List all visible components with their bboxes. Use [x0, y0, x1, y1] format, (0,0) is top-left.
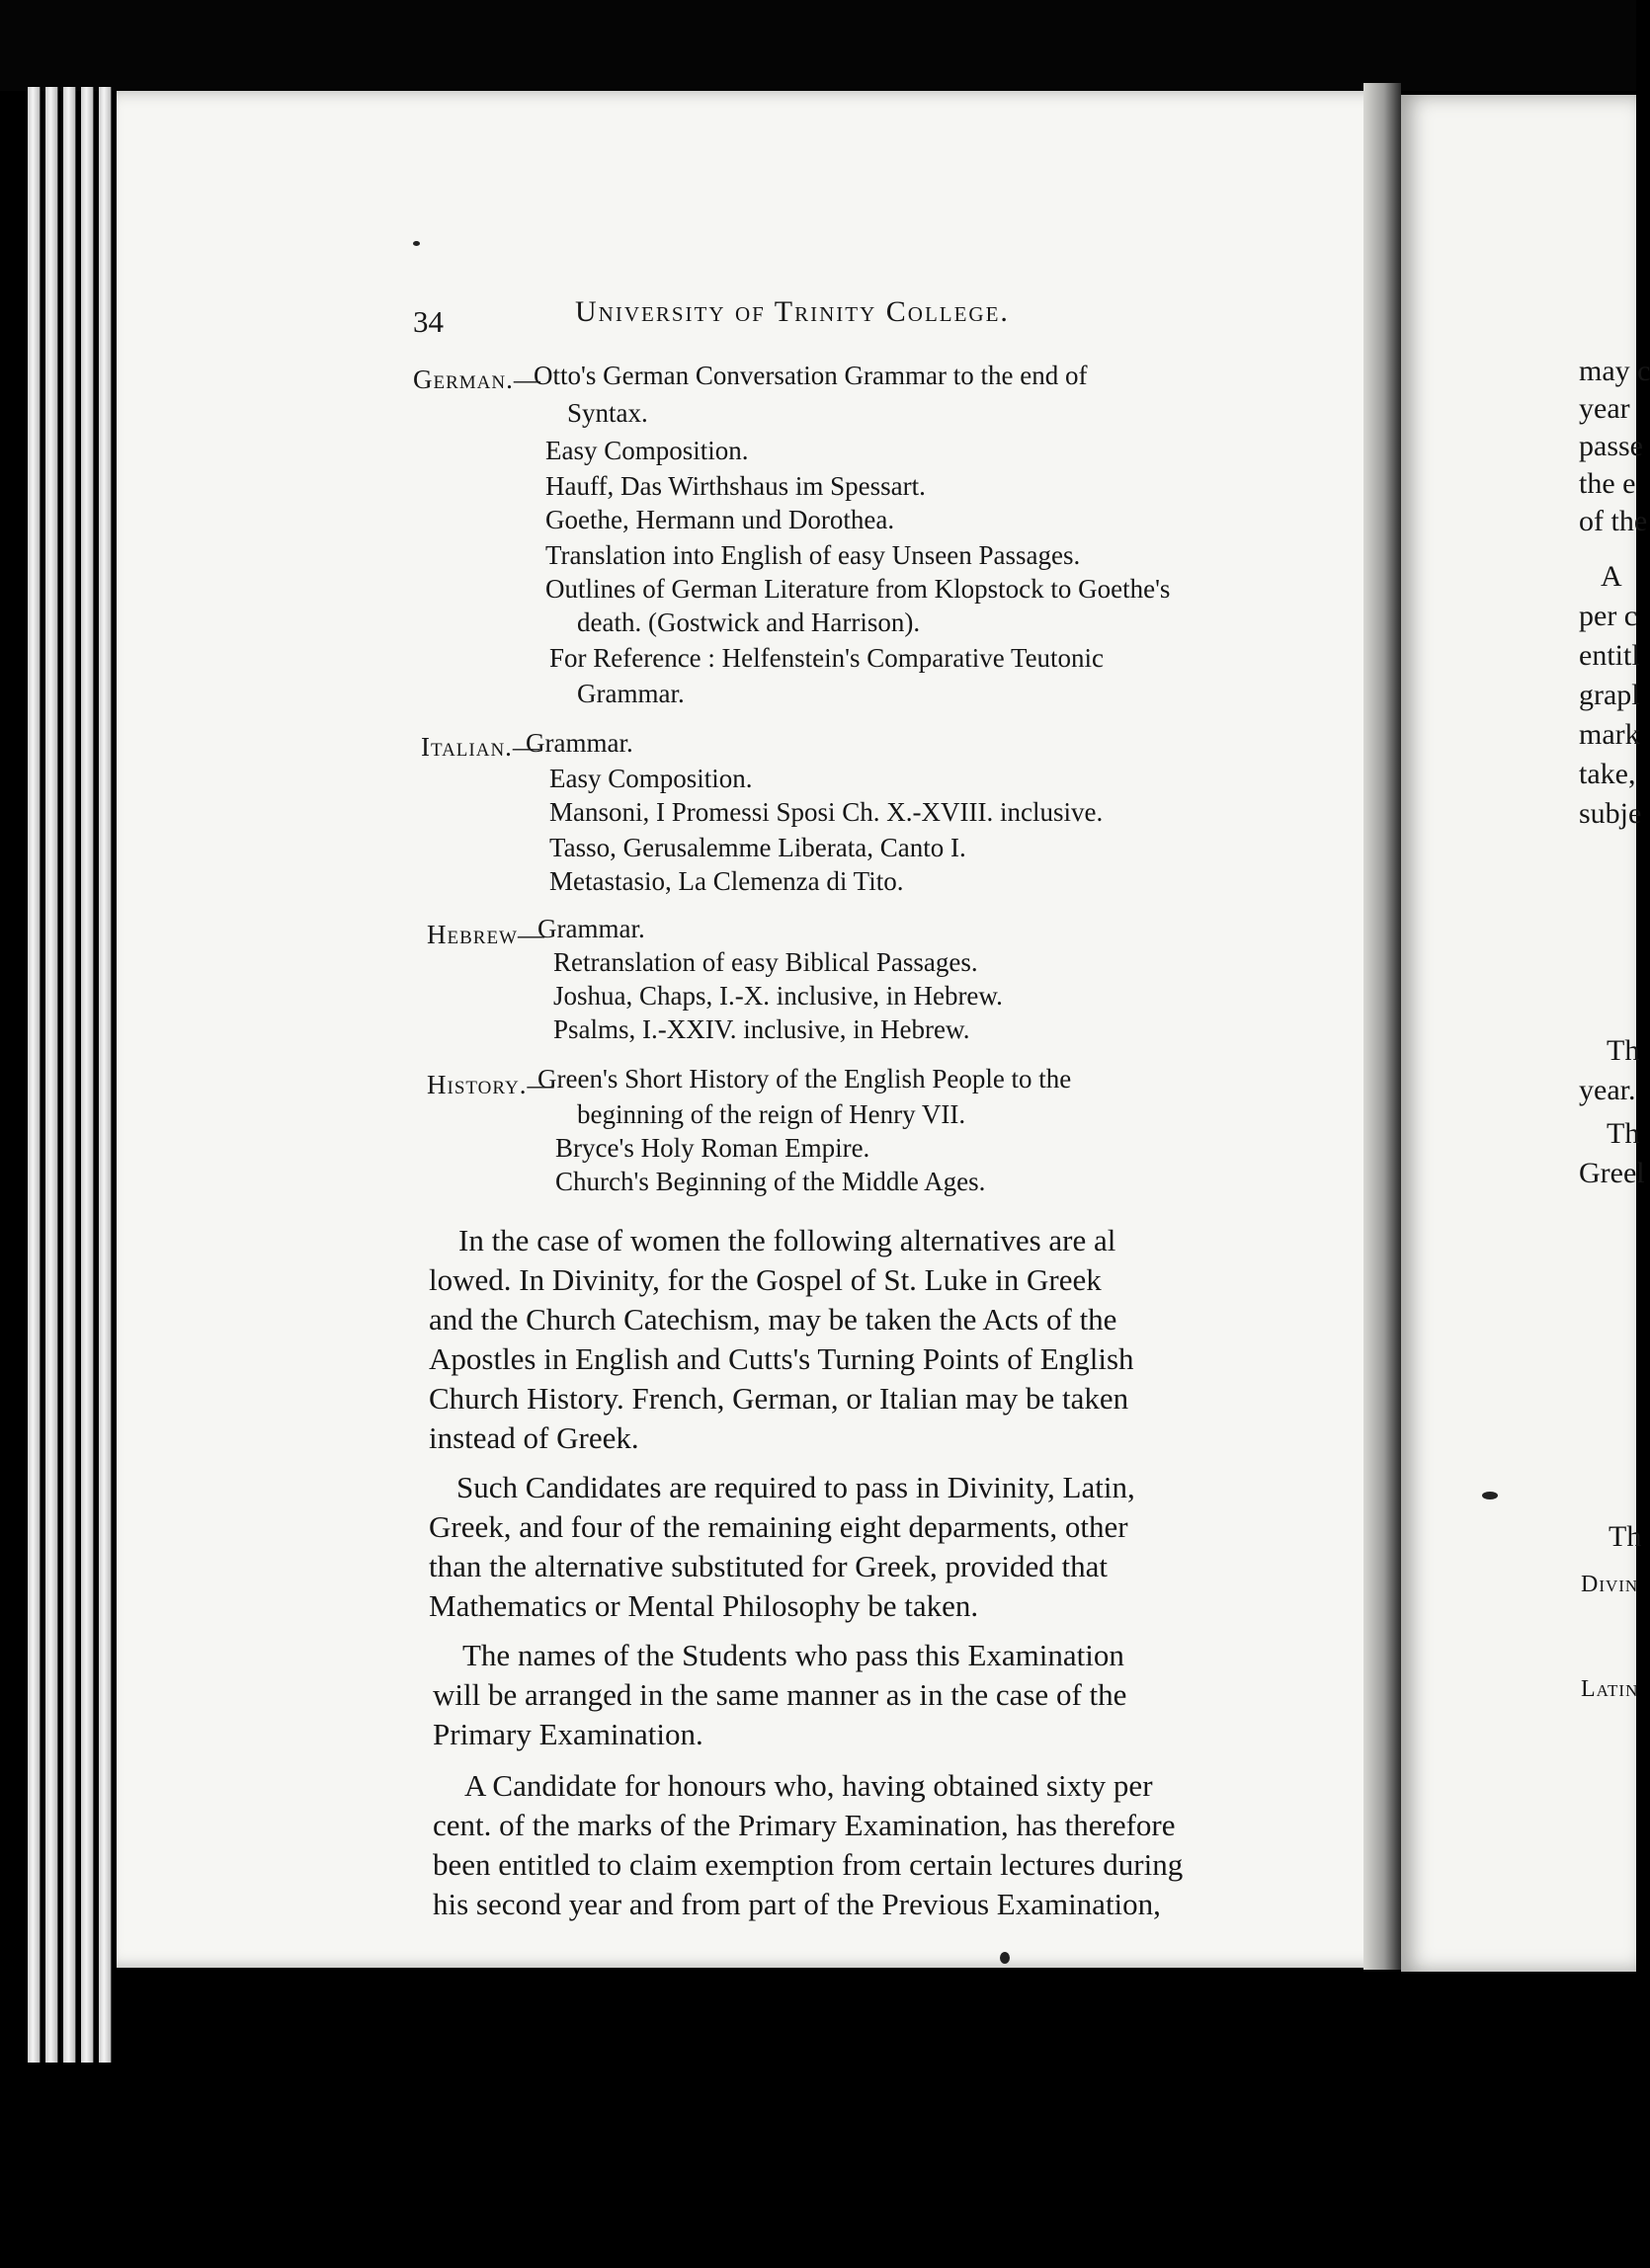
- page-number: 34: [413, 304, 444, 339]
- right-page-fragment: A: [1601, 560, 1622, 593]
- right-page-fragment: may c: [1579, 355, 1650, 387]
- section-entry: Church's Beginning of the Middle Ages.: [555, 1167, 986, 1196]
- body-paragraph-line: lowed. In Divinity, for the Gospel of St. Luke in Greek: [429, 1262, 1102, 1297]
- body-paragraph-line: The names of the Students who pass this Examination: [462, 1638, 1124, 1672]
- section-entry: Mansoni, I Promessi Sposi Ch. X.-XVIII. inclusive.: [549, 797, 1104, 827]
- section-entry: Joshua, Chaps, I.-X. inclusive, in Hebrew.: [553, 981, 1003, 1011]
- body-paragraph-line: instead of Greek.: [429, 1420, 639, 1455]
- section-entry: Grammar.: [577, 679, 685, 708]
- right-page-fragment: subje: [1579, 797, 1642, 830]
- right-page-fragment: Th: [1607, 1034, 1640, 1067]
- section-entry: Easy Composition.: [545, 436, 749, 465]
- body-paragraph-line: Church History. French, German, or Italian may be taken: [429, 1381, 1129, 1416]
- section-label-italian: Italian.—: [421, 732, 540, 762]
- section-label-german: German.—: [413, 364, 541, 394]
- body-paragraph-line: Primary Examination.: [433, 1717, 703, 1751]
- section-entry: Retranslation of easy Biblical Passages.: [553, 947, 978, 977]
- right-page-fragment: year: [1579, 392, 1630, 425]
- section-entry: beginning of the reign of Henry VII.: [577, 1099, 966, 1129]
- right-page-fragment: Divin: [1581, 1572, 1639, 1597]
- body-paragraph-line: Such Candidates are required to pass in Divinity, Latin,: [456, 1470, 1135, 1504]
- right-page-fragment: the e: [1579, 467, 1636, 500]
- body-paragraph-line: In the case of women the following alternatives are al: [458, 1223, 1116, 1257]
- body-paragraph-line: Mathematics or Mental Philosophy be taken.: [429, 1588, 979, 1623]
- section-entry: death. (Gostwick and Harrison).: [577, 608, 921, 637]
- section-entry: Grammar.: [537, 914, 645, 943]
- section-entry: Translation into English of easy Unseen Passages.: [545, 540, 1081, 570]
- section-entry: Outlines of German Literature from Klopstock to Goethe's: [545, 574, 1171, 604]
- section-entry: Syntax.: [567, 398, 648, 428]
- body-paragraph-line: than the alternative substituted for Greek, provided that: [429, 1549, 1108, 1583]
- right-page-fragment: grapl: [1579, 679, 1640, 711]
- right-page-fragment: Th: [1609, 1520, 1642, 1553]
- body-paragraph-line: been entitled to claim exemption from certain lectures during: [433, 1847, 1184, 1882]
- section-entry: Goethe, Hermann und Dorothea.: [545, 505, 895, 534]
- section-label-hebrew: Hebrew—: [427, 920, 545, 949]
- body-paragraph-line: his second year and from part of the Previous Examination,: [433, 1887, 1161, 1921]
- right-page-fragment: mark: [1579, 718, 1640, 751]
- section-entry: Psalms, I.-XXIV. inclusive, in Hebrew.: [553, 1014, 970, 1044]
- body-paragraph-line: A Candidate for honours who, having obtained sixty per: [464, 1768, 1153, 1803]
- section-entry: Metastasio, La Clemenza di Tito.: [549, 866, 904, 896]
- right-page-fragment: entitl: [1579, 639, 1640, 672]
- section-entry: Hauff, Das Wirthshaus im Spessart.: [545, 471, 926, 501]
- section-entry: Bryce's Holy Roman Empire.: [555, 1133, 870, 1163]
- body-paragraph-line: Apostles in English and Cutts's Turning Points of English: [429, 1341, 1134, 1376]
- running-head: University of Trinity College.: [575, 295, 1010, 328]
- section-entry: Otto's German Conversation Grammar to the end of: [534, 361, 1088, 390]
- right-page-fragment: of the: [1579, 505, 1648, 537]
- right-page-fragment: Greel: [1579, 1157, 1645, 1189]
- section-entry: For Reference : Helfenstein's Comparative Teutonic: [549, 643, 1105, 673]
- right-page-fragment: take,: [1579, 758, 1636, 790]
- body-paragraph-line: Greek, and four of the remaining eight deparments, other: [429, 1509, 1128, 1544]
- right-page-fragment: Latin: [1581, 1676, 1639, 1702]
- body-paragraph-line: cent. of the marks of the Primary Examination, has therefore: [433, 1808, 1176, 1842]
- right-page-fragment: year.: [1579, 1074, 1636, 1106]
- right-page-fragment: passe: [1579, 430, 1643, 462]
- body-paragraph-line: and the Church Catechism, may be taken the Acts of the: [429, 1302, 1117, 1336]
- body-paragraph-line: will be arranged in the same manner as in the case of the: [433, 1677, 1127, 1712]
- section-entry: Green's Short History of the English People to the: [537, 1064, 1072, 1094]
- section-entry: Easy Composition.: [549, 764, 753, 793]
- section-entry: Grammar.: [526, 728, 633, 758]
- section-label-history: History.—: [427, 1070, 555, 1099]
- right-page-fragment: Th: [1607, 1117, 1640, 1150]
- right-page-fragment: per c: [1579, 600, 1638, 632]
- section-entry: Tasso, Gerusalemme Liberata, Canto I.: [549, 833, 966, 862]
